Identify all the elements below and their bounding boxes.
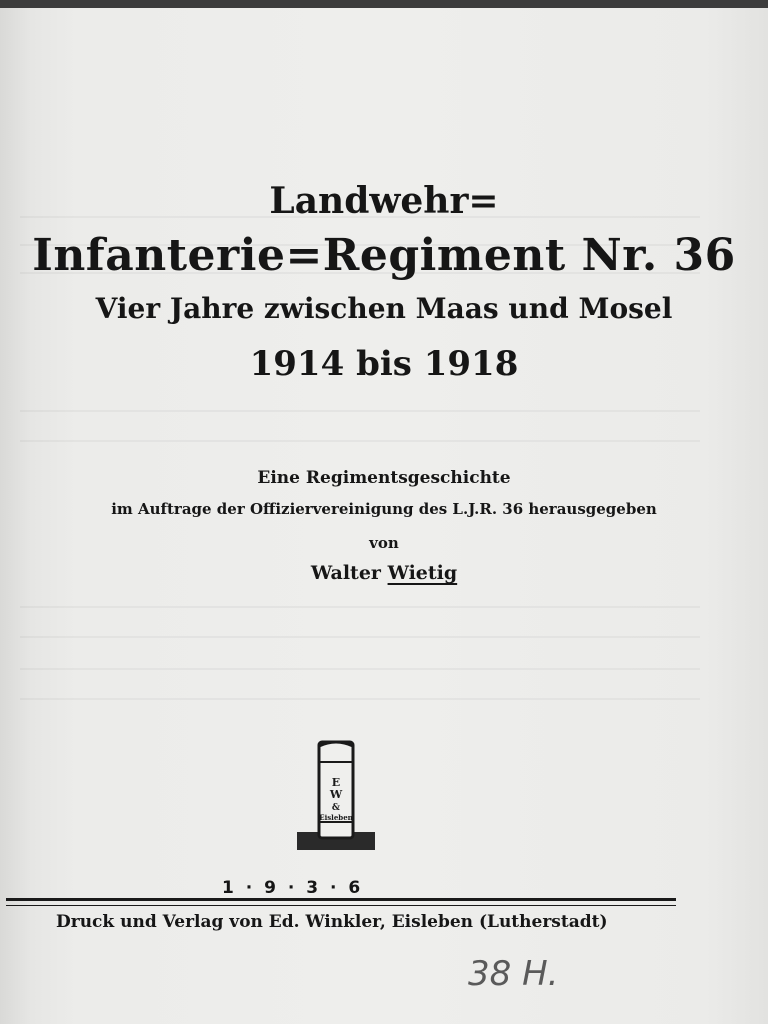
- publication-year: 1 · 9 · 3 · 6: [222, 878, 361, 898]
- title-line-2: Infanterie=Regiment Nr. 36: [32, 230, 736, 281]
- show-through-line: [20, 668, 700, 670]
- publisher-imprint: Druck und Verlag von Ed. Winkler, Eisleben (Lutherstadt): [56, 912, 608, 932]
- author: [0, 562, 768, 584]
- show-through-line: [20, 636, 700, 638]
- logo-letter: &: [331, 803, 341, 813]
- show-through-line: [20, 410, 700, 412]
- show-through-line: [20, 606, 700, 608]
- title-years: 1914 bis 1918: [249, 344, 519, 384]
- subtitle-by: von: [369, 534, 399, 552]
- handwritten-shelfmark: 38 H.: [468, 954, 559, 994]
- footer-rule-thin: [6, 905, 676, 906]
- subtitle-line-2: im Auftrage der Offiziervereinigung des L.J.R. 36 herausgegeben: [111, 500, 657, 518]
- footer-rule: [6, 898, 676, 901]
- logo-letter: W: [329, 788, 343, 801]
- author-first-name: Walter: [310, 562, 381, 584]
- show-through-line: [20, 440, 700, 442]
- author-last-name: Wietig: [387, 562, 458, 584]
- subtitle-line-1: Eine Regimentsgeschichte: [257, 468, 511, 488]
- logo-letter: Eisleben: [319, 813, 353, 822]
- title-line-1: Landwehr=: [269, 180, 499, 222]
- show-through-line: [20, 698, 700, 700]
- logo-letter: E: [331, 776, 341, 789]
- book-publisher-mark-icon: [295, 736, 377, 854]
- title-page: [0, 8, 768, 1024]
- title-line-3: Vier Jahre zwischen Maas und Mosel: [95, 292, 673, 325]
